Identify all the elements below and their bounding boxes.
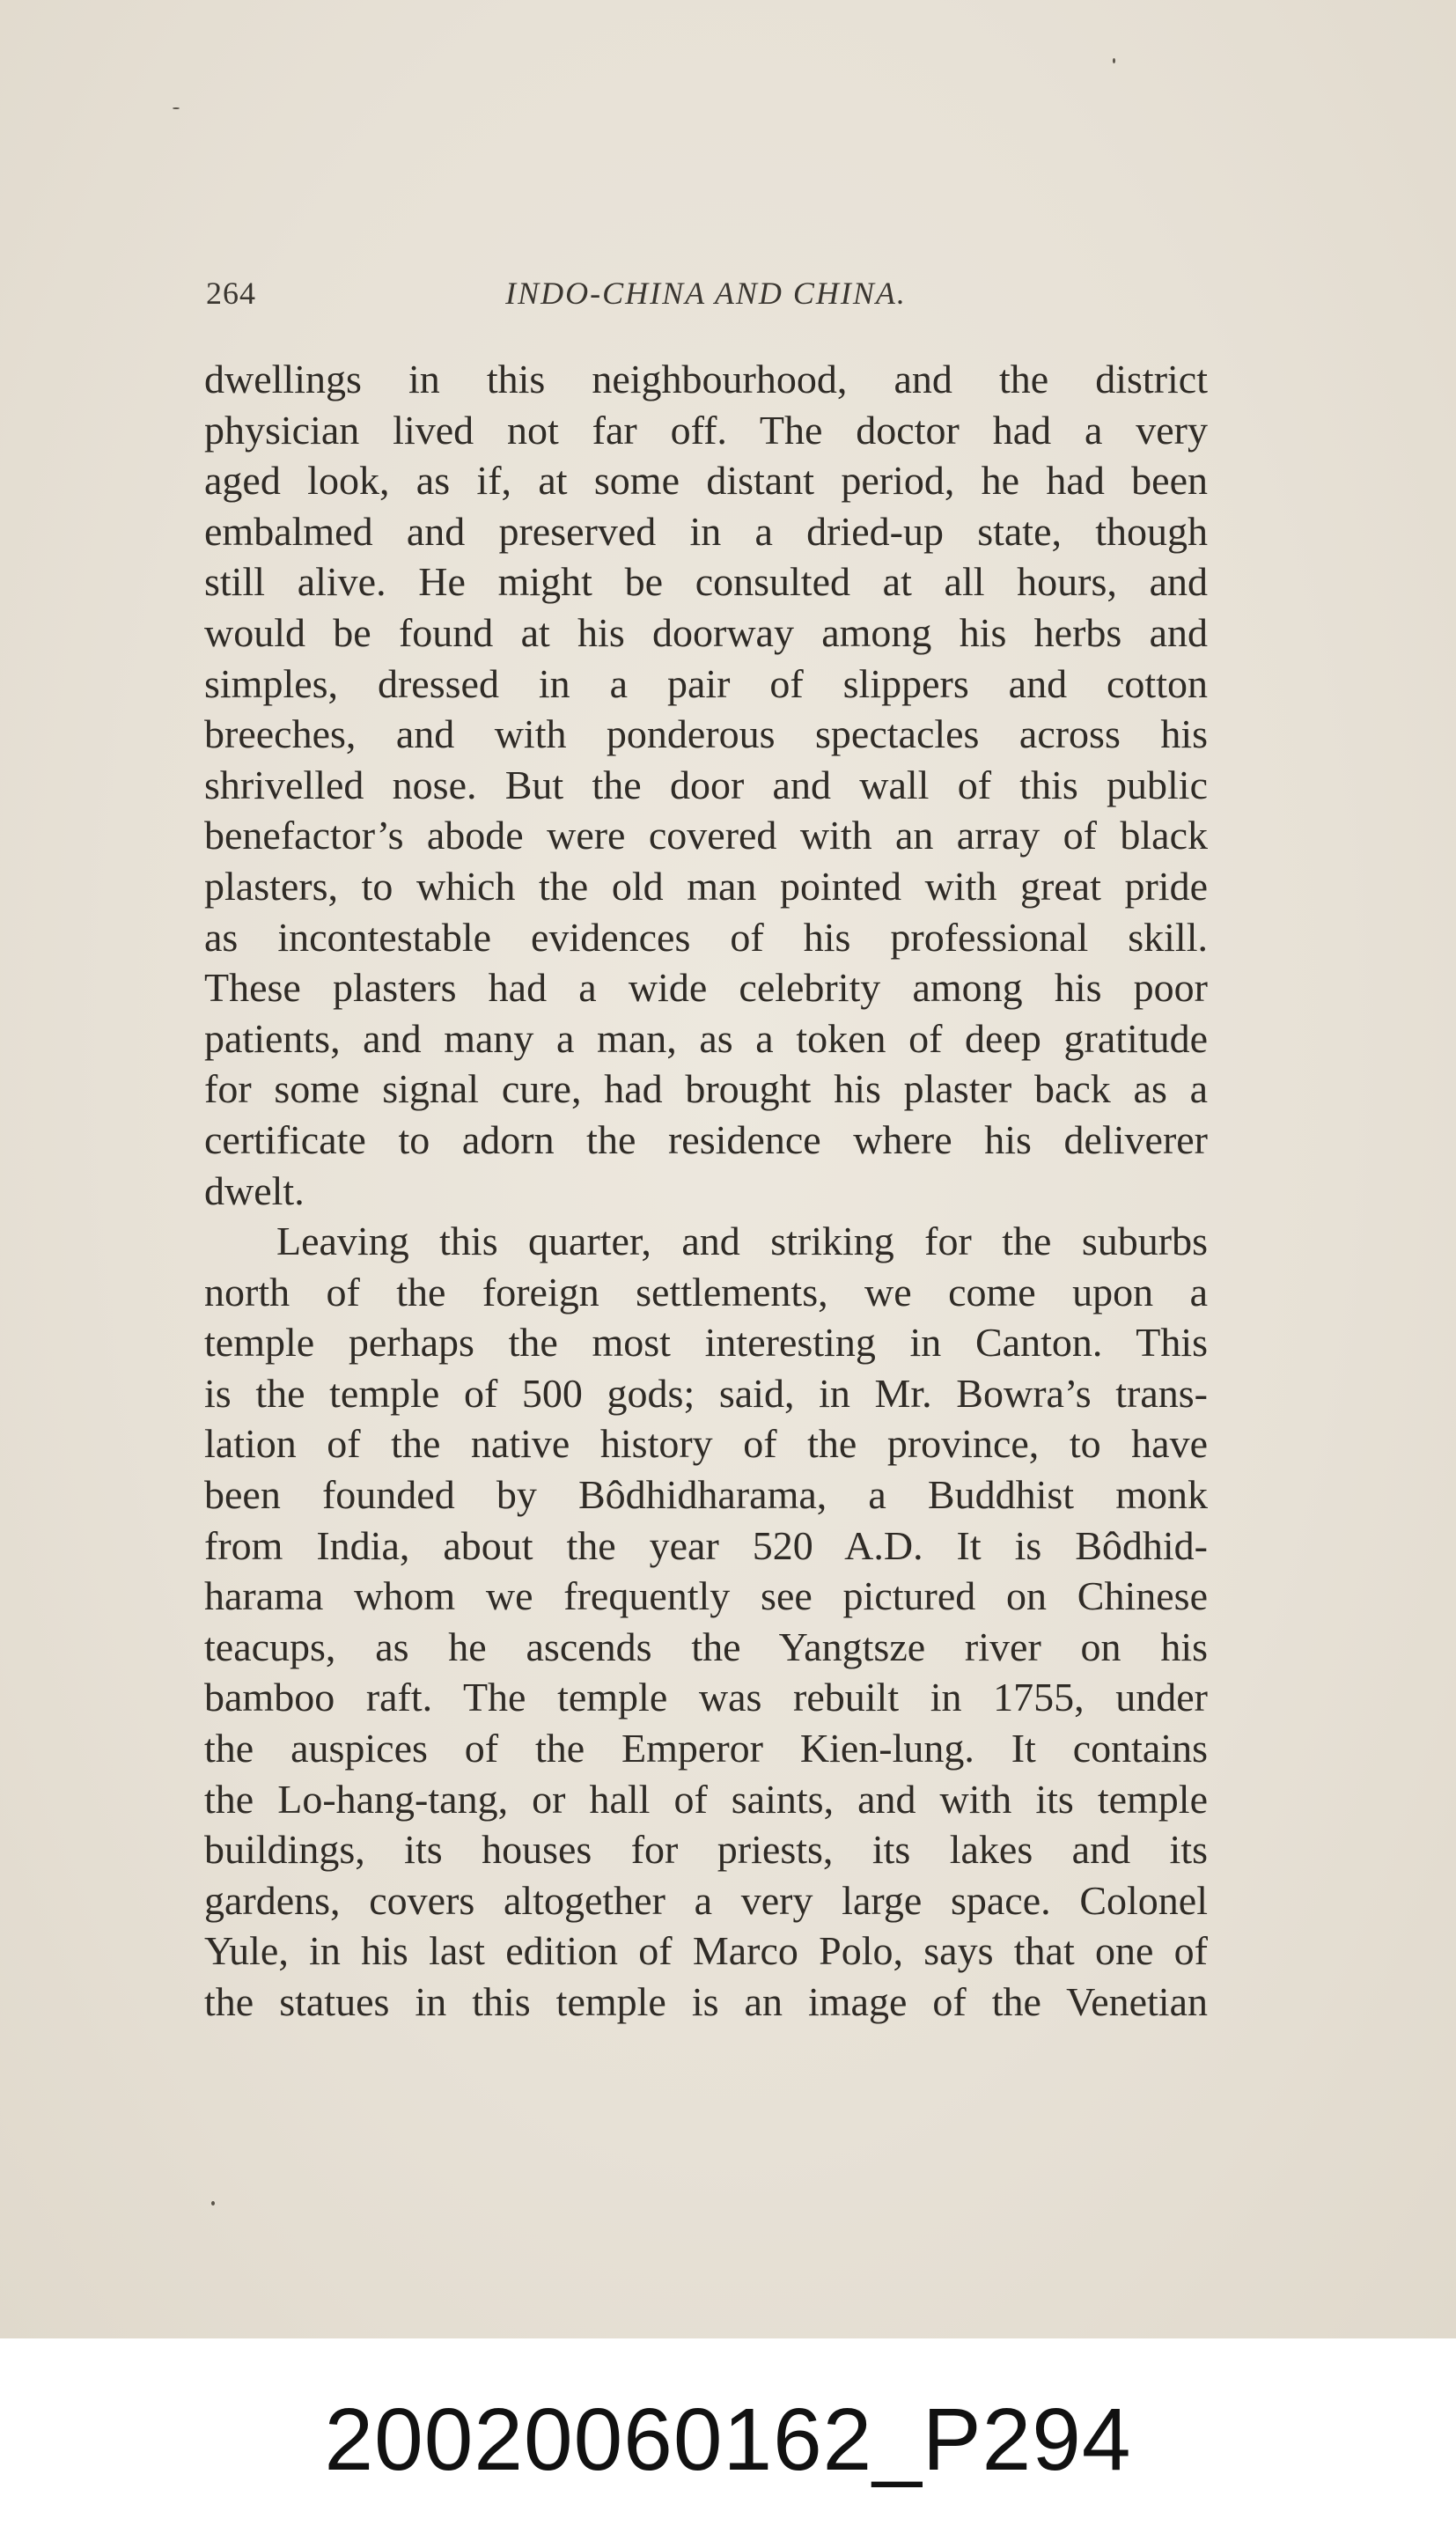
text-line: been founded by Bôdhidharama, a Buddhist monk: [204, 1472, 1208, 1518]
caption-area: [0, 2338, 1456, 2548]
text-line: teacups, as he ascends the Yangtsze river on his: [204, 1624, 1208, 1669]
text-line: still alive. He might be consulted at all hours, and: [204, 559, 1208, 605]
paper-speck: [211, 2201, 215, 2206]
text-line: is the temple of 500 gods; said, in Mr. Bowra’s trans-: [204, 1370, 1208, 1416]
text-line: dwelt.: [204, 1167, 305, 1213]
text-line: lation of the native history of the province, to have: [204, 1421, 1208, 1467]
page-number: 264: [206, 276, 256, 311]
text-line: buildings, its houses for priests, its lakes and its: [204, 1827, 1208, 1873]
text-line: the auspices of the Emperor Kien-lung. It contains: [204, 1726, 1208, 1771]
text-line: would be found at his doorway among his herbs and: [204, 609, 1208, 655]
text-line: the statues in this temple is an image of the Venetian: [204, 1979, 1208, 2024]
text-line: simples, dressed in a pair of slippers and cotton: [204, 660, 1208, 706]
text-line: dwellings in this neighbourhood, and the district: [204, 357, 1208, 401]
text-line: Leaving this quarter, and striking for the suburbs: [276, 1219, 1208, 1264]
text-line: physician lived not far off. The doctor had a very: [204, 407, 1208, 453]
text-line: These plasters had a wide celebrity among his poor: [204, 965, 1208, 1011]
text-line: Yule, in his last edition of Marco Polo, says that one of: [204, 1928, 1208, 1974]
image-id-caption: 20020060162_P294: [324, 2390, 1132, 2489]
text-line: plasters, to which the old man pointed with great pride: [204, 863, 1208, 909]
text-line: for some signal cure, had brought his plaster back as a: [204, 1066, 1208, 1112]
running-head: [206, 275, 1206, 319]
text-line: aged look, as if, at some distant period, he had been: [204, 458, 1208, 504]
text-line: breeches, and with ponderous spectacles across his: [204, 711, 1208, 757]
paper-speck: [173, 107, 180, 109]
paper-speck: [1113, 58, 1115, 63]
text-line: the Lo-hang-tang, or hall of saints, and with its temple: [204, 1776, 1208, 1822]
text-line: as incontestable evidences of his professional skill.: [204, 914, 1208, 960]
running-head-title: INDO-CHINA AND CHINA.: [505, 276, 907, 311]
text-line: embalmed and preserved in a dried-up state, though: [204, 508, 1208, 554]
text-line: temple perhaps the most interesting in Canton. This: [204, 1320, 1208, 1366]
text-line: certificate to adorn the residence where his deliverer: [204, 1116, 1208, 1162]
text-line: patients, and many a man, as a token of deep gratitude: [204, 1015, 1208, 1061]
body-text: [204, 354, 1208, 2028]
text-line: benefactor’s abode were covered with an array of black: [204, 813, 1208, 858]
text-line: shrivelled nose. But the door and wall of this public: [204, 762, 1208, 807]
text-line: bamboo raft. The temple was rebuilt in 1755, under: [204, 1675, 1208, 1720]
text-line: north of the foreign settlements, we come upon a: [204, 1269, 1208, 1315]
text-line: gardens, covers altogether a very large space. Colonel: [204, 1877, 1208, 1923]
text-line: from India, about the year 520 A.D. It is Bôdhid-: [204, 1522, 1208, 1568]
text-line: harama whom we frequently see pictured on Chinese: [204, 1573, 1208, 1619]
